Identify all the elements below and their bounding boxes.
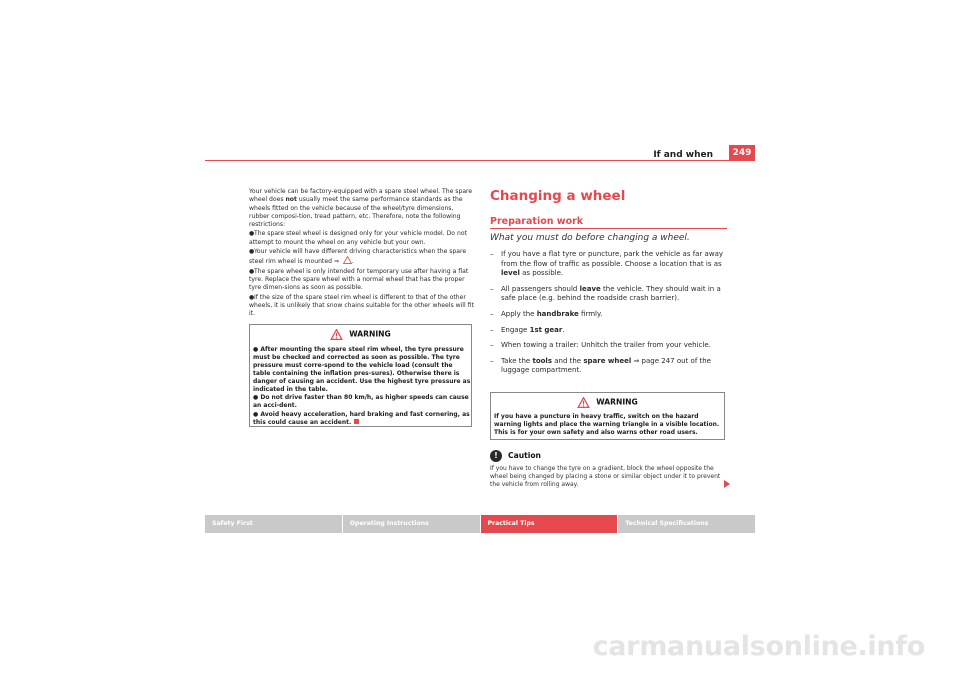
intro-paragraph: Your vehicle can be factory-equipped with a spare steel wheel. The spare wheel does not usually meet the same performance standards as the wheels fitted on the vehicle because of the wheel/tyre dimensions, rubber composi-tion, tread pattern, etc. Therefore, note the following restrictions: — [249, 188, 473, 229]
warning-box — [249, 324, 472, 427]
warning-heading: WARNING — [491, 397, 724, 408]
section-title: Preparation work — [490, 216, 584, 227]
step-list — [490, 250, 727, 382]
bullet-item: ●The spare wheel is only intended for temporary use after having a flat tyre. Replace the spare wheel with a normal wheel that has the proper tyre dimen-sions as soon as possible. — [249, 267, 469, 292]
warning-text: If you have a puncture in heavy traffic, switch on the hazard warning lights and place the warning triangle in a visible location. This is for your own safety and also warns other road users. — [494, 413, 720, 436]
continue-arrow-icon — [724, 480, 730, 488]
bullet-icon: ● — [253, 394, 259, 402]
section-tabs — [205, 515, 755, 533]
bullet-item: ●The spare steel wheel is designed only for your vehicle model. Do not attempt to mount the wheel on any vehicle but your own. — [249, 230, 467, 246]
section-subtitle: What you must do before changing a wheel. — [490, 233, 690, 243]
caution-heading: ! Caution — [490, 450, 541, 462]
warning-item: ● After mounting the spare steel rim wheel, the tyre pressure must be checked and corrected as soon as possible. The tyre pressure must corre-spond to the vehicle load (consult the table containing the inflation pres-sures). Otherwise there is danger of causing an accident. Use the highest tyre pressure as indicated in the table. — [253, 346, 471, 393]
watermark: carmanualsonline.info — [592, 631, 925, 662]
page-title: Changing a wheel — [490, 188, 626, 204]
tab-operating-instructions[interactable]: Operating Instructions — [343, 515, 480, 533]
warning-triangle-icon — [330, 329, 343, 340]
step-item: – All passengers should leave the vehicle. They should wait in a safe place (e.g. behind the roadside crash barrier). — [490, 284, 721, 303]
warning-text — [253, 346, 471, 428]
warning-heading: WARNING — [250, 329, 471, 340]
bullet-icon: ● — [253, 346, 259, 353]
caution-text: If you have to change the tyre on a gradient, block the wheel opposite the wheel being changed by placing a stone or similar object under it to prevent the vehicle from rolling away. — [490, 465, 721, 489]
section-rule — [490, 228, 727, 229]
left-column — [249, 188, 474, 319]
bullet-icon: ● — [249, 248, 255, 256]
tab-technical-specifications[interactable]: Technical Specifications — [618, 515, 755, 533]
warning-item: ● Do not drive faster than 80 km/h, as higher speeds can cause an acci-dent. — [253, 394, 469, 410]
bullet-icon: ● — [253, 411, 259, 419]
step-item: – Take the tools and the spare wheel ⇒ page 247 out of the luggage compartment. — [490, 356, 711, 375]
header-rule — [205, 160, 755, 161]
step-item: – Engage 1st gear. — [490, 325, 565, 334]
bullet-icon: ● — [249, 230, 255, 238]
bullet-icon: ● — [249, 267, 255, 275]
warning-triangle-icon — [343, 256, 352, 264]
step-item: – When towing a trailer: Unhitch the trailer from your vehicle. — [490, 341, 711, 350]
bullet-icon: ● — [249, 293, 255, 301]
bullet-item: ●If the size of the spare steel rim wheel is different to that of the other wheels, it is unlikely that snow chains suitable for the other wheels will fit it. — [249, 293, 474, 318]
header-title: If and when — [653, 150, 713, 160]
tab-practical-tips[interactable]: Practical Tips — [481, 515, 618, 533]
exclamation-icon: ! — [490, 450, 502, 462]
page-number: 249 — [729, 145, 755, 161]
tab-safety-first[interactable]: Safety First — [205, 515, 342, 533]
step-item: – Apply the handbrake firmly. — [490, 309, 603, 318]
end-of-section-icon — [354, 419, 359, 424]
warning-box — [490, 392, 725, 440]
warning-triangle-icon — [577, 397, 590, 408]
warning-item: ● Avoid heavy acceleration, hard braking and fast cornering, as this could cause an accident. — [253, 411, 470, 427]
bullet-item: ●Your vehicle will have different driving characteristics when the spare steel rim wheel is mounted ⇒ . — [249, 248, 467, 266]
step-item: – If you have a flat tyre or puncture, park the vehicle as far away from the flow of traffic as possible. Choose a location that is as level as possible. — [490, 250, 724, 278]
